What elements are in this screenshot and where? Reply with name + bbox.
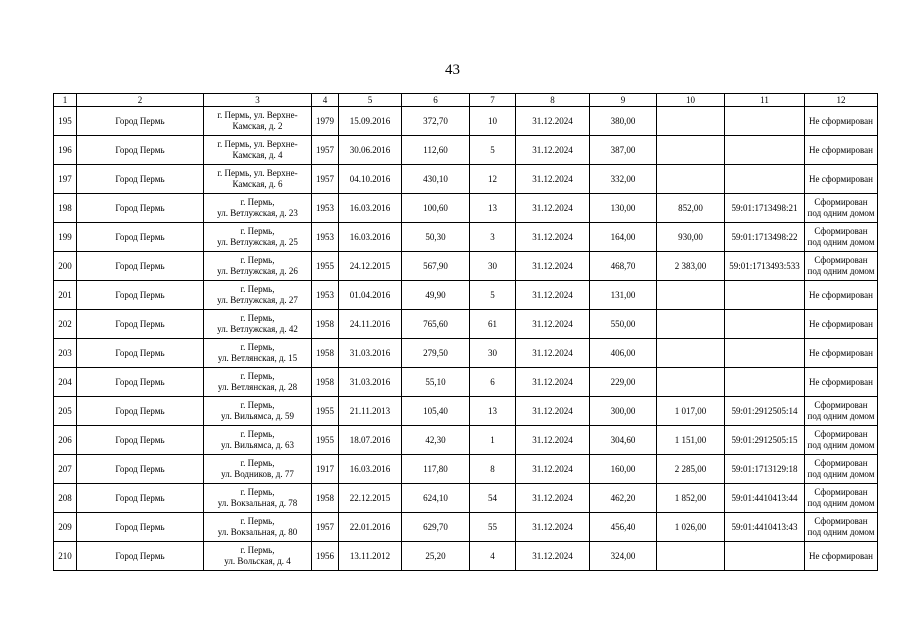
address-cell [204,513,312,542]
deadline-cell: 31.12.2024 [516,107,590,136]
municipality-cell: Город Пермь [77,513,204,542]
address-cell [204,426,312,455]
table-row [54,252,878,281]
status-cell [805,426,878,455]
header-cell: 5 [339,94,402,107]
table-row [54,397,878,426]
municipality-cell: Город Пермь [77,281,204,310]
year-built-cell: 1957 [312,513,339,542]
status-cell [805,223,878,252]
row-number-cell: 210 [54,542,77,571]
year-built-cell: 1917 [312,455,339,484]
address-cell-line: г. Пермь, [240,342,275,352]
status-cell-line: Сформирован [814,429,868,439]
deadline-cell: 31.12.2024 [516,281,590,310]
year-built-cell: 1957 [312,165,339,194]
residents-cell: 12 [470,165,516,194]
value-cell: 2 285,00 [657,455,725,484]
residents-cell: 30 [470,252,516,281]
status-cell-line: Сформирован [814,487,868,497]
residents-cell: 10 [470,107,516,136]
value-cell [657,368,725,397]
date-cell: 13.11.2012 [339,542,402,571]
address-cell-line: Камская, д. 4 [232,150,283,160]
address-cell [204,455,312,484]
address-cell-line: г. Пермь, [240,429,275,439]
date-cell: 18.07.2016 [339,426,402,455]
status-cell-line: Сформирован [814,400,868,410]
status-cell-line: Сформирован [814,516,868,526]
status-cell [805,194,878,223]
address-cell [204,252,312,281]
date-cell: 21.11.2013 [339,397,402,426]
value-cell: 387,00 [590,136,657,165]
value-cell: 468,70 [590,252,657,281]
row-number-cell: 205 [54,397,77,426]
municipality-cell: Город Пермь [77,252,204,281]
date-cell: 24.12.2015 [339,252,402,281]
header-cell: 9 [590,94,657,107]
area-cell: 117,80 [402,455,470,484]
header-cell: 8 [516,94,590,107]
cadastral-number-cell: 59:01:1713129:18 [725,455,805,484]
year-built-cell: 1958 [312,339,339,368]
status-cell-line: Сформирован [814,255,868,265]
address-cell-line: г. Пермь, [240,284,275,294]
status-cell-line: Не сформирован [809,289,873,300]
municipality-cell: Город Пермь [77,165,204,194]
address-cell [204,310,312,339]
area-cell: 112,60 [402,136,470,165]
year-built-cell: 1955 [312,426,339,455]
municipality-cell: Город Пермь [77,397,204,426]
status-cell [805,484,878,513]
address-cell-line: г. Пермь, [240,458,275,468]
value-cell: 462,20 [590,484,657,513]
municipality-cell: Город Пермь [77,542,204,571]
status-cell-line: под одним домом [807,440,875,450]
address-cell [204,223,312,252]
residents-cell: 8 [470,455,516,484]
municipality-cell: Город Пермь [77,223,204,252]
row-number-cell: 206 [54,426,77,455]
cadastral-number-cell [725,281,805,310]
area-cell: 629,70 [402,513,470,542]
status-cell-line: под одним домом [807,266,875,276]
status-cell-line: под одним домом [807,498,875,508]
header-cell: 7 [470,94,516,107]
housing-table [53,93,878,571]
deadline-cell: 31.12.2024 [516,368,590,397]
area-cell: 49,90 [402,281,470,310]
value-cell: 406,00 [590,339,657,368]
status-cell [805,368,878,397]
table-row [54,107,878,136]
value-cell: 164,00 [590,223,657,252]
row-number-cell: 208 [54,484,77,513]
row-number-cell: 196 [54,136,77,165]
address-cell-line: г. Пермь, [240,371,275,381]
residents-cell: 61 [470,310,516,339]
deadline-cell: 31.12.2024 [516,136,590,165]
status-cell-line: Сформирован [814,226,868,236]
deadline-cell: 31.12.2024 [516,542,590,571]
address-cell-line: Камская, д. 2 [232,121,283,131]
status-cell-line: Не сформирован [809,550,873,561]
value-cell [657,107,725,136]
area-cell: 50,30 [402,223,470,252]
value-cell [657,165,725,194]
cadastral-number-cell [725,339,805,368]
date-cell: 22.01.2016 [339,513,402,542]
year-built-cell: 1958 [312,368,339,397]
date-cell: 31.03.2016 [339,339,402,368]
page-number: 43 [445,62,460,78]
status-cell [805,281,878,310]
header-cell: 6 [402,94,470,107]
year-built-cell: 1957 [312,136,339,165]
municipality-cell: Город Пермь [77,107,204,136]
row-number-cell: 195 [54,107,77,136]
header-cell: 4 [312,94,339,107]
value-cell: 456,40 [590,513,657,542]
address-cell-line: ул. Ветлужская, д. 42 [217,324,298,334]
year-built-cell: 1955 [312,252,339,281]
residents-cell: 5 [470,281,516,310]
area-cell: 42,30 [402,426,470,455]
value-cell: 1 017,00 [657,397,725,426]
residents-cell: 5 [470,136,516,165]
address-cell-line: г. Пермь, [240,516,275,526]
status-cell [805,252,878,281]
value-cell [657,281,725,310]
row-number-cell: 200 [54,252,77,281]
date-cell: 30.06.2016 [339,136,402,165]
table-row [54,426,878,455]
municipality-cell: Город Пермь [77,194,204,223]
row-number-cell: 207 [54,455,77,484]
status-cell-line: Сформирован [814,458,868,468]
address-cell [204,281,312,310]
year-built-cell: 1955 [312,397,339,426]
status-cell [805,165,878,194]
deadline-cell: 31.12.2024 [516,165,590,194]
status-cell [805,107,878,136]
table-row [54,368,878,397]
table-row [54,455,878,484]
value-cell: 332,00 [590,165,657,194]
address-cell-line: г. Пермь, [240,255,275,265]
residents-cell: 13 [470,194,516,223]
year-built-cell: 1979 [312,107,339,136]
date-cell: 16.03.2016 [339,455,402,484]
cadastral-number-cell: 59:01:2912505:15 [725,426,805,455]
deadline-cell: 31.12.2024 [516,252,590,281]
year-built-cell: 1953 [312,223,339,252]
header-cell: 3 [204,94,312,107]
table-row [54,542,878,571]
row-number-cell: 201 [54,281,77,310]
value-cell: 304,60 [590,426,657,455]
residents-cell: 3 [470,223,516,252]
status-cell [805,397,878,426]
address-cell-line: г. Пермь, ул. Верхне- [217,168,298,178]
value-cell: 550,00 [590,310,657,339]
value-cell [657,310,725,339]
value-cell: 380,00 [590,107,657,136]
status-cell-line: Не сформирован [809,173,873,184]
residents-cell: 55 [470,513,516,542]
table-row [54,136,878,165]
status-cell-line: под одним домом [807,411,875,421]
header-row [54,94,878,107]
address-cell [204,165,312,194]
row-number-cell: 198 [54,194,77,223]
value-cell: 2 383,00 [657,252,725,281]
cadastral-number-cell: 59:01:4410413:43 [725,513,805,542]
row-number-cell: 203 [54,339,77,368]
year-built-cell: 1958 [312,484,339,513]
value-cell: 1 852,00 [657,484,725,513]
table-row [54,165,878,194]
cadastral-number-cell [725,310,805,339]
deadline-cell: 31.12.2024 [516,194,590,223]
address-cell-line: Камская, д. 6 [232,179,283,189]
residents-cell: 6 [470,368,516,397]
status-cell-line: под одним домом [807,237,875,247]
municipality-cell: Город Пермь [77,136,204,165]
deadline-cell: 31.12.2024 [516,426,590,455]
municipality-cell: Город Пермь [77,455,204,484]
date-cell: 31.03.2016 [339,368,402,397]
year-built-cell: 1958 [312,310,339,339]
deadline-cell: 31.12.2024 [516,513,590,542]
value-cell: 1 026,00 [657,513,725,542]
date-cell: 15.09.2016 [339,107,402,136]
municipality-cell: Город Пермь [77,310,204,339]
header-cell: 1 [54,94,77,107]
deadline-cell: 31.12.2024 [516,223,590,252]
value-cell: 300,00 [590,397,657,426]
date-cell: 04.10.2016 [339,165,402,194]
address-cell [204,484,312,513]
address-cell-line: ул. Ветлянская, д. 15 [217,353,298,363]
area-cell: 765,60 [402,310,470,339]
residents-cell: 30 [470,339,516,368]
status-cell-line: Сформирован [814,197,868,207]
table-row [54,223,878,252]
value-cell [657,542,725,571]
address-cell-line: ул. Вольская, д. 4 [224,556,291,566]
header-cell: 2 [77,94,204,107]
residents-cell: 1 [470,426,516,455]
value-cell: 160,00 [590,455,657,484]
address-cell-line: ул. Вильямса, д. 63 [220,440,295,450]
deadline-cell: 31.12.2024 [516,455,590,484]
address-cell-line: г. Пермь, ул. Верхне- [217,110,298,120]
value-cell: 131,00 [590,281,657,310]
cadastral-number-cell: 59:01:4410413:44 [725,484,805,513]
cadastral-number-cell [725,165,805,194]
address-cell [204,136,312,165]
cadastral-number-cell: 59:01:1713493:533 [725,252,805,281]
area-cell: 105,40 [402,397,470,426]
status-cell [805,310,878,339]
residents-cell: 13 [470,397,516,426]
address-cell-line: г. Пермь, [240,313,275,323]
year-built-cell: 1956 [312,542,339,571]
address-cell-line: ул. Ветлужская, д. 23 [217,208,298,218]
table-row [54,484,878,513]
table-row [54,310,878,339]
deadline-cell: 31.12.2024 [516,310,590,339]
area-cell: 100,60 [402,194,470,223]
table-row [54,339,878,368]
status-cell [805,513,878,542]
row-number-cell: 209 [54,513,77,542]
address-cell-line: ул. Ветлужская, д. 27 [217,295,298,305]
cadastral-number-cell [725,107,805,136]
status-cell [805,455,878,484]
status-cell-line: Не сформирован [809,115,873,126]
status-cell-line: под одним домом [807,208,875,218]
value-cell: 930,00 [657,223,725,252]
address-cell-line: ул. Ветлужская, д. 26 [217,266,298,276]
value-cell: 130,00 [590,194,657,223]
status-cell [805,136,878,165]
cadastral-number-cell: 59:01:1713498:22 [725,223,805,252]
status-cell-line: Не сформирован [809,347,873,358]
header-cell: 11 [725,94,805,107]
year-built-cell: 1953 [312,194,339,223]
deadline-cell: 31.12.2024 [516,397,590,426]
value-cell: 852,00 [657,194,725,223]
header-cell: 10 [657,94,725,107]
year-built-cell: 1953 [312,281,339,310]
row-number-cell: 199 [54,223,77,252]
address-cell-line: ул. Вокзальная, д. 80 [217,527,298,537]
area-cell: 567,90 [402,252,470,281]
deadline-cell: 31.12.2024 [516,339,590,368]
area-cell: 55,10 [402,368,470,397]
cadastral-number-cell: 59:01:1713498:21 [725,194,805,223]
value-cell: 1 151,00 [657,426,725,455]
municipality-cell: Город Пермь [77,368,204,397]
address-cell-line: г. Пермь, ул. Верхне- [217,139,298,149]
municipality-cell: Город Пермь [77,339,204,368]
address-cell-line: ул. Ветлянская, д. 28 [217,382,298,392]
municipality-cell: Город Пермь [77,484,204,513]
cadastral-number-cell [725,542,805,571]
row-number-cell: 204 [54,368,77,397]
cadastral-number-cell: 59:01:2912505:14 [725,397,805,426]
table-row [54,513,878,542]
area-cell: 279,50 [402,339,470,368]
address-cell-line: г. Пермь, [240,487,275,497]
deadline-cell: 31.12.2024 [516,484,590,513]
address-cell-line: г. Пермь, [240,545,275,555]
residents-cell: 4 [470,542,516,571]
address-cell-line: ул. Водников, д. 77 [221,469,294,479]
cadastral-number-cell [725,368,805,397]
address-cell-line: г. Пермь, [240,197,275,207]
address-cell-line: ул. Вильямса, д. 59 [220,411,295,421]
header-cell: 12 [805,94,878,107]
value-cell: 324,00 [590,542,657,571]
address-cell-line: г. Пермь, [240,226,275,236]
residents-cell: 54 [470,484,516,513]
date-cell: 24.11.2016 [339,310,402,339]
address-cell-line: ул. Вокзальная, д. 78 [217,498,298,508]
row-number-cell: 197 [54,165,77,194]
cadastral-number-cell [725,136,805,165]
date-cell: 16.03.2016 [339,223,402,252]
status-cell-line: под одним домом [807,527,875,537]
value-cell: 229,00 [590,368,657,397]
status-cell-line: Не сформирован [809,144,873,155]
address-cell [204,368,312,397]
municipality-cell: Город Пермь [77,426,204,455]
area-cell: 372,70 [402,107,470,136]
area-cell: 624,10 [402,484,470,513]
address-cell-line: ул. Ветлужская, д. 25 [217,237,298,247]
status-cell [805,542,878,571]
date-cell: 16.03.2016 [339,194,402,223]
address-cell [204,107,312,136]
table-row [54,281,878,310]
status-cell [805,339,878,368]
address-cell [204,397,312,426]
value-cell [657,136,725,165]
address-cell [204,542,312,571]
status-cell-line: Не сформирован [809,376,873,387]
address-cell-line: г. Пермь, [240,400,275,410]
status-cell-line: Не сформирован [809,318,873,329]
value-cell [657,339,725,368]
date-cell: 01.04.2016 [339,281,402,310]
area-cell: 25,20 [402,542,470,571]
status-cell-line: под одним домом [807,469,875,479]
row-number-cell: 202 [54,310,77,339]
address-cell [204,339,312,368]
area-cell: 430,10 [402,165,470,194]
table-row [54,194,878,223]
address-cell [204,194,312,223]
date-cell: 22.12.2015 [339,484,402,513]
